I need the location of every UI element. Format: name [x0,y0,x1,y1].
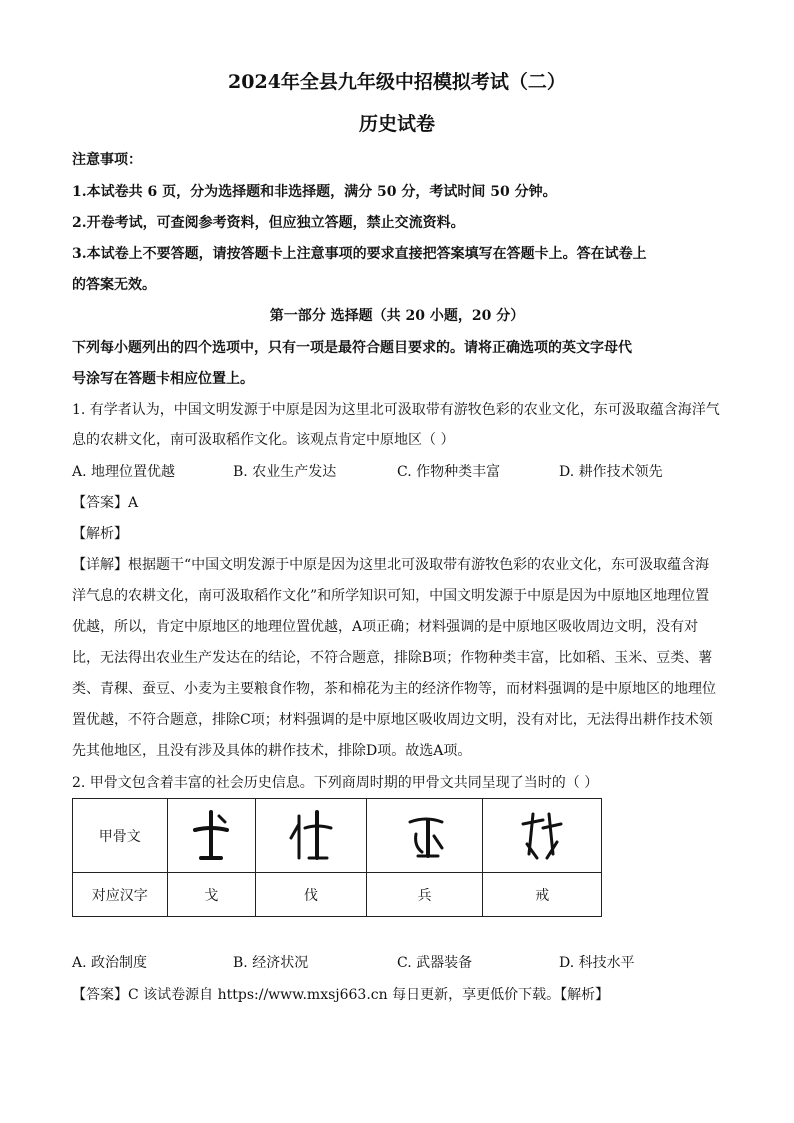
notice-item-3-cont: 的答案无效。 [72,277,156,293]
q2-option-d: D. 科技水平 [559,955,635,971]
oracle-glyph-jie [483,799,602,873]
oracle-glyph-bing-icon [402,808,448,864]
q1-option-c: C. 作物种类丰富 [397,464,501,480]
part1-instruction-cont: 号涂写在答题卡相应位置上。 [72,371,254,387]
exam-subtitle: 历史试卷 [358,114,435,134]
q1-detail-line: 洋气息的农耕文化，南可汲取稻作文化”和所学知识可知，中国文明发源于中原是因为中原地区地理位置 [72,588,710,604]
q1-detail-line: 类、青稞、蚕豆、小麦为主要粮食作物，茶和棉花为主的经济作物等，而材料强调的是中原地区的地理位 [72,681,716,697]
oracle-bone-table [72,798,602,917]
oracle-glyph-bing [366,799,483,873]
notice-item-2: 2.开卷考试，可查阅参考资料，但应独立答题，禁止交流资料。 [72,215,465,231]
q1-answer: 【答案】A [72,495,139,511]
q1-detail-line: 先其他地区，且没有涉及具体的耕作技术，排除D项。故选A项。 [72,743,472,759]
oracle-char: 伐 [256,873,367,917]
q1-option-b: B. 农业生产发达 [233,464,337,480]
q1-option-a: A. 地理位置优越 [72,464,176,480]
oracle-glyph-ge [167,799,256,873]
q1-analysis-tag: 【解析】 [72,526,128,542]
oracle-char: 兵 [366,873,483,917]
q1-stem: 1. 有学者认为，中国文明发源于中原是因为这里北可汲取带有游牧色彩的农业文化，东可汲取蕴含海洋气 [72,402,720,418]
q1-option-d: D. 耕作技术领先 [559,464,663,480]
q1-stem-cont: 息的农耕文化，南可汲取稻作文化。该观点肯定中原地区（ ） [72,432,455,448]
q2-analysis-tag: 【解析】 [560,987,610,1003]
q2-answer-line [72,985,724,1005]
part1-instruction: 下列每小题列出的四个选项中，只有一项是最符合题目要求的。请将正确选项的英文字母代 [72,340,632,356]
oracle-char-row [73,873,602,917]
part1-heading: 第一部分 选择题（共 20 小题，20 分） [269,308,525,324]
exam-title: 2024年全县九年级中招模拟考试（二） [228,72,566,92]
oracle-row-header: 对应汉字 [73,873,168,917]
notice-item-1: 1.本试卷共 6 页，分为选择题和非选择题，满分 50 分，考试时间 50 分钟。 [72,184,557,200]
source-notice: 该试卷源自 https://www.mxsj663.cn 每日更新，享更低价下载。 [143,987,561,1003]
notice-item-3: 3.本试卷上不要答题，请按答题卡上注意事项的要求直接把答案填写在答题卡上。答在试卷上 [72,246,647,262]
oracle-char: 戈 [167,873,256,917]
oracle-char: 戒 [483,873,602,917]
q2-option-a: A. 政治制度 [72,955,148,971]
oracle-glyph-ge-icon [189,808,233,864]
q1-options [72,462,724,482]
oracle-row-header: 甲骨文 [73,799,168,873]
notice-heading: 注意事项： [72,152,142,168]
q1-detail-line: 优越，所以，肯定中原地区的地理位置优越，A项正确；材料强调的是中原地区吸收周边文明，没有对 [72,619,699,635]
q2-option-c: C. 武器装备 [397,955,473,971]
q1-detail-line: 【详解】根据题干“中国文明发源于中原是因为这里北可汲取带有游牧色彩的农业文化，东可汲取蕴含海 [72,557,710,573]
oracle-glyph-fa [256,799,367,873]
oracle-glyph-row [73,799,602,873]
q2-options [72,953,724,973]
oracle-glyph-jie-icon [519,808,565,864]
oracle-glyph-fa-icon [289,808,333,864]
q2-option-b: B. 经济状况 [233,955,309,971]
q2-answer: 【答案】C [72,987,139,1003]
q2-stem: 2. 甲骨文包含着丰富的社会历史信息。下列商周时期的甲骨文共同呈现了当时的（ ） [72,775,599,791]
q1-detail-line: 比，无法得出农业生产发达在的结论，不符合题意，排除B项；作物种类丰富，比如稻、玉米、豆类、薯 [72,650,713,666]
q1-detail-line: 置优越，不符合题意，排除C项；材料强调的是中原地区吸收周边文明，没有对比，无法得出耕作技术领 [72,712,713,728]
